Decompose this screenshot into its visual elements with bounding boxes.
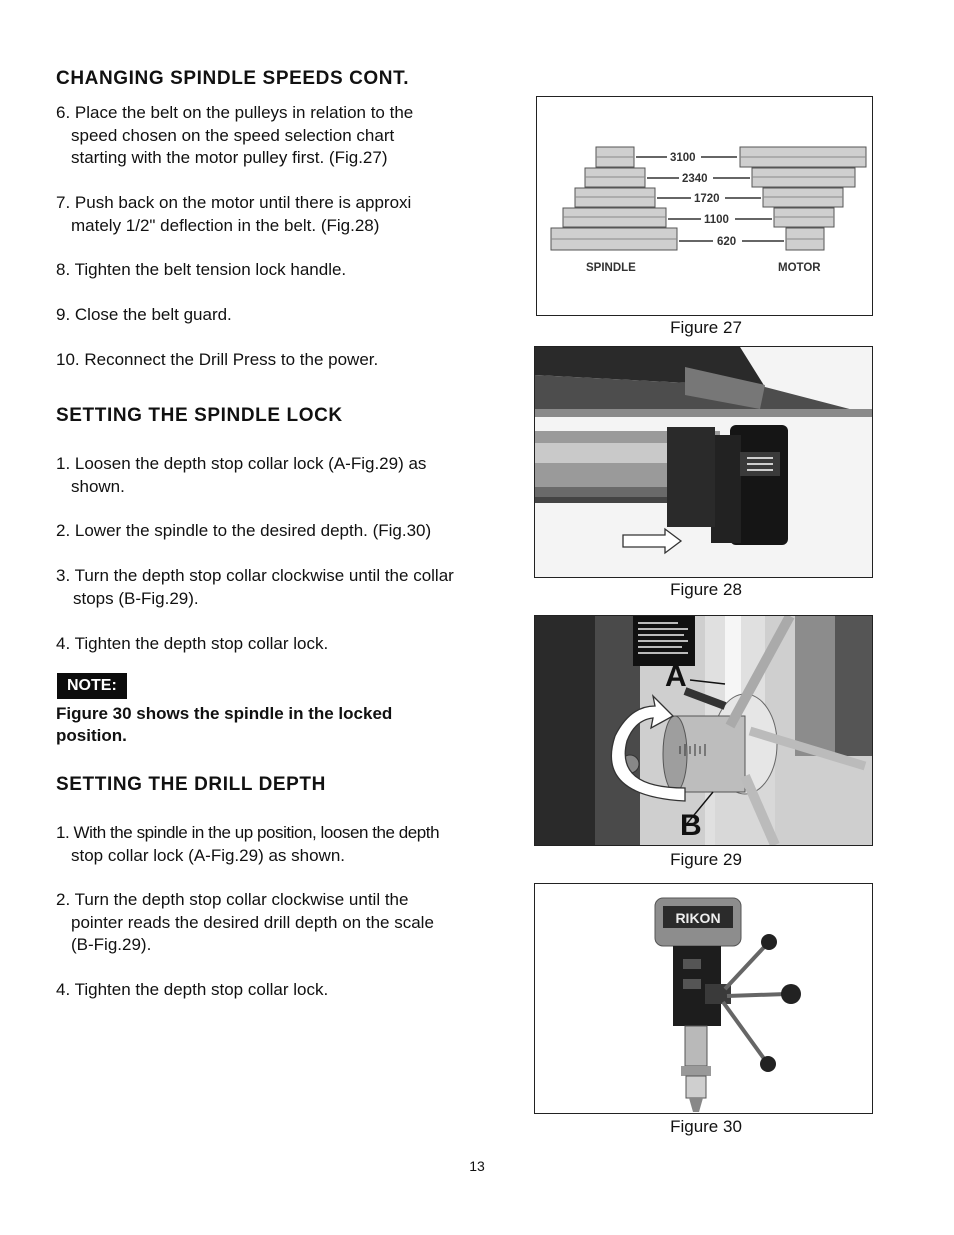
spindle-label: SPINDLE: [586, 262, 636, 274]
depth-stop-collar-photo: [535, 616, 872, 845]
lock-step-4: 4. Tighten the depth stop collar lock.: [56, 634, 329, 653]
note-line: Figure 30 shows the spindle in the locked: [56, 704, 393, 723]
pulley-diagram: [537, 97, 872, 315]
lock-step-1: [56, 453, 426, 498]
label-b: B: [680, 809, 702, 842]
figure-30-caption: Figure 30: [670, 1117, 742, 1136]
figure-30-photo: [534, 883, 873, 1114]
lock-step-2: 2. Lower the spindle to the desired depth. (Fig.30): [56, 521, 432, 540]
step-line: shown.: [71, 476, 125, 496]
page-number: 13: [469, 1158, 485, 1174]
step-line: (B-Fig.29).: [71, 935, 152, 954]
depth-step-1: [56, 822, 439, 867]
depth-step-2: [56, 889, 434, 957]
step-line: 2. Turn the depth stop collar clockwise until the: [56, 890, 409, 909]
step-line: 1. With the spindle in the up position, loosen the depth: [56, 823, 440, 842]
step-9: 9. Close the belt guard.: [56, 305, 232, 324]
step-8: 8. Tighten the belt tension lock handle.: [56, 260, 347, 279]
figure-29-photo: [534, 615, 873, 846]
step-line: stop collar lock (A-Fig.29) as shown.: [71, 845, 345, 865]
speed-label: 1100: [704, 214, 729, 226]
section-heading-drill-depth: SETTING THE DRILL DEPTH: [56, 774, 326, 795]
figure-28-caption: Figure 28: [670, 580, 742, 599]
step-line: stops (B-Fig.29).: [73, 588, 199, 608]
speed-label: 1720: [694, 193, 720, 205]
note-line: position.: [56, 726, 127, 745]
speed-label: 2340: [682, 173, 708, 185]
step-7: [56, 192, 411, 237]
speed-label: 3100: [670, 152, 696, 164]
motor-label: MOTOR: [778, 262, 821, 274]
figure-27-pulley-chart: [536, 96, 873, 316]
figure-28-photo: [534, 346, 873, 578]
step-line: mately 1/2" deflection in the belt. (Fig.28): [71, 215, 380, 235]
note-text: [56, 703, 392, 747]
brand-logo: RIKON: [675, 910, 721, 926]
step-line: speed chosen on the speed selection chart: [71, 125, 395, 145]
step-line: pointer reads the desired drill depth on the scale: [71, 912, 434, 932]
figure-29-caption: Figure 29: [670, 850, 742, 869]
step-10: 10. Reconnect the Drill Press to the power.: [56, 350, 379, 369]
step-line: 7. Push back on the motor until there is approxi: [56, 193, 412, 212]
drill-press-head-photo: [535, 884, 872, 1113]
section-heading-spindle-lock: SETTING THE SPINDLE LOCK: [56, 405, 343, 426]
belt-tension-photo: [535, 347, 872, 577]
lock-step-3: [56, 565, 454, 610]
step-line: starting with the motor pulley first. (Fig.27): [71, 148, 388, 167]
depth-step-4: 4. Tighten the depth stop collar lock.: [56, 980, 329, 999]
section-heading-changing-spindle-speeds: CHANGING SPINDLE SPEEDS CONT.: [56, 68, 410, 89]
note-badge: NOTE:: [57, 673, 127, 699]
step-line: 1. Loosen the depth stop collar lock (A-Fig.29) as: [56, 454, 427, 473]
label-a: A: [665, 660, 687, 693]
step-line: 6. Place the belt on the pulleys in relation to the: [56, 103, 414, 122]
step-line: 3. Turn the depth stop collar clockwise until the collar: [56, 566, 454, 585]
speed-label: 620: [717, 236, 737, 248]
step-6: [56, 102, 413, 170]
figure-27-caption: Figure 27: [670, 318, 742, 337]
